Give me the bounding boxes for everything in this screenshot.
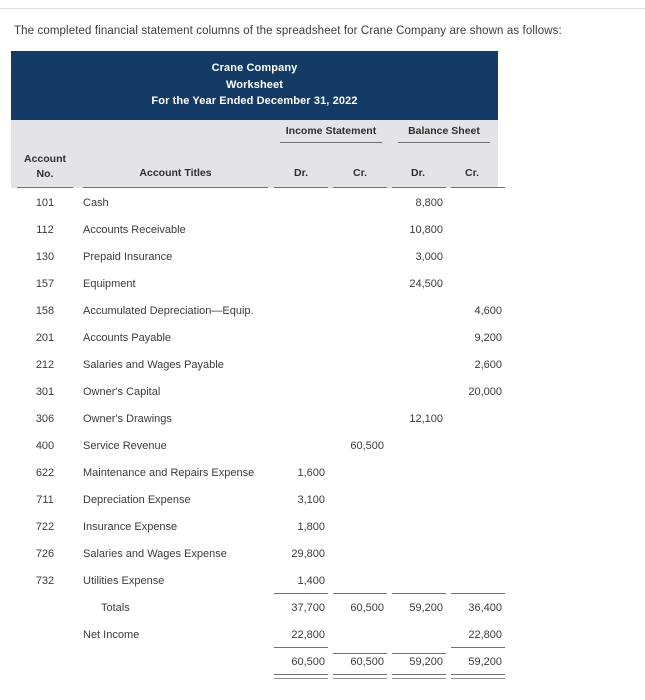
row-is-dr: 1,400 (297, 574, 325, 587)
grand-total-is-dr: 60,500 (291, 655, 325, 668)
row-account-title: Owner's Capital (83, 385, 161, 398)
table-row (11, 542, 498, 569)
column-header-is-dr: Dr. (293, 166, 308, 179)
worksheet-column-header (11, 120, 498, 188)
row-bs-dr: 8,800 (415, 196, 443, 209)
subtotal-rule-is-dr (274, 593, 328, 594)
row-account-no: 130 (35, 250, 55, 263)
row-account-title: Equipment (83, 277, 136, 290)
table-row (11, 461, 498, 488)
grand-total-rule-bs-dr (392, 674, 446, 675)
table-row (11, 569, 498, 596)
totals-row (11, 596, 502, 623)
table-row (11, 488, 498, 515)
group-header-rule (398, 142, 490, 143)
net-income-label: Net Income (83, 628, 140, 641)
worksheet-doc-type: Worksheet (225, 78, 284, 91)
row-account-no: 306 (35, 412, 55, 425)
totals-is-cr: 60,500 (350, 601, 384, 614)
net-income-rule-is-dr (274, 647, 328, 648)
worksheet-company-name: Crane Company (211, 62, 298, 74)
question-prompt: The completed financial statement columns of the spreadsheet for Crane Company are shown as follows: (14, 25, 562, 37)
subtotal-rule-bs-dr (392, 593, 446, 594)
row-account-no: 722 (35, 520, 55, 533)
row-is-cr: 60,500 (350, 439, 384, 452)
grand-total-double-rule-bs-cr (451, 678, 505, 679)
row-account-no: 158 (35, 304, 55, 317)
row-account-title: Insurance Expense (83, 520, 178, 533)
grand-total-rule-bs-cr (451, 674, 505, 675)
row-is-dr: 1,600 (297, 466, 325, 479)
grand-total-double-rule-is-cr (333, 678, 387, 679)
column-header-bs-dr: Dr. (410, 166, 425, 179)
row-account-title: Prepaid Insurance (83, 250, 173, 263)
row-account-no: 301 (35, 385, 55, 398)
table-row (11, 407, 498, 434)
row-bs-cr: 20,000 (468, 385, 502, 398)
worksheet-period: For the Year Ended December 31, 2022 (151, 95, 358, 107)
table-row (11, 326, 502, 353)
grand-totals-row (11, 650, 502, 682)
row-bs-cr: 2,600 (474, 358, 502, 371)
group-header-row (11, 120, 498, 150)
totals-label: Totals (101, 601, 130, 614)
column-header-bs-cr: Cr. (464, 166, 479, 179)
grand-total-bs-cr: 59,200 (468, 655, 502, 668)
row-account-no: 212 (35, 358, 55, 371)
totals-is-dr: 37,700 (291, 601, 325, 614)
row-is-dr: 3,100 (297, 493, 325, 506)
row-account-title: Depreciation Expense (83, 493, 191, 506)
row-account-no: 112 (36, 223, 54, 236)
row-account-no: 400 (35, 439, 55, 452)
group-header-balance-sheet (390, 125, 498, 137)
row-account-title: Service Revenue (83, 439, 167, 452)
row-account-title: Utilities Expense (83, 574, 165, 587)
column-header-account-titles: Account Titles (139, 166, 212, 179)
column-header-account-no-line2: No. (36, 167, 54, 180)
row-account-no: 101 (35, 196, 55, 209)
column-header-is-cr: Cr. (352, 166, 367, 179)
grand-total-rule-is-cr (333, 674, 387, 675)
row-account-title: Accumulated Depreciation—Equip. (83, 304, 254, 317)
row-account-title: Maintenance and Repairs Expense (83, 466, 255, 479)
row-account-title: Cash (83, 196, 109, 209)
table-row (11, 272, 498, 299)
net-income-is-dr: 22,800 (291, 628, 325, 641)
table-row (11, 434, 498, 461)
table-row (11, 515, 498, 542)
row-account-title: Accounts Payable (83, 331, 172, 344)
table-row (11, 353, 502, 380)
subtotal-rule-bs-cr (451, 593, 505, 594)
page-panel (0, 8, 645, 700)
group-header-rule (280, 142, 382, 143)
row-account-no: 622 (35, 466, 55, 479)
row-account-no: 726 (35, 547, 55, 560)
table-row (11, 218, 498, 245)
table-row (11, 245, 498, 272)
row-bs-dr: 3,000 (415, 250, 443, 263)
row-bs-dr: 12,100 (409, 412, 443, 425)
table-row (11, 299, 502, 326)
row-bs-cr: 4,600 (474, 304, 502, 317)
totals-bs-dr: 59,200 (409, 601, 443, 614)
row-account-no: 711 (36, 493, 54, 506)
row-account-no: 157 (35, 277, 55, 290)
column-header-row (11, 150, 498, 188)
column-header-account-no (17, 152, 73, 182)
table-row (11, 380, 502, 407)
net-income-bs-cr: 22,800 (468, 628, 502, 641)
subtotal-rule-is-cr (333, 593, 387, 594)
row-bs-cr: 9,200 (474, 331, 502, 344)
net-income-row (11, 623, 502, 650)
column-header-account-no-line1: Account (24, 152, 66, 165)
grand-total-bs-dr: 59,200 (409, 655, 443, 668)
grand-total-double-rule-is-dr (274, 678, 328, 679)
totals-bs-cr: 36,400 (468, 601, 502, 614)
group-header-balance-sheet-label: Balance Sheet (408, 124, 480, 137)
table-row (11, 191, 498, 218)
row-account-title: Salaries and Wages Payable (83, 358, 224, 371)
grand-total-rule-is-dr (274, 674, 328, 675)
row-bs-dr: 24,500 (409, 277, 443, 290)
row-is-dr: 29,800 (291, 547, 325, 560)
worksheet-title-block (11, 51, 498, 120)
row-is-dr: 1,800 (297, 520, 325, 533)
row-account-title: Owner's Drawings (83, 412, 172, 425)
group-header-income-statement (272, 125, 390, 137)
row-account-no: 201 (35, 331, 55, 344)
row-account-title: Accounts Receivable (83, 223, 186, 236)
net-income-rule-bs-cr (451, 647, 505, 648)
group-header-income-statement-label: Income Statement (285, 124, 377, 137)
grand-total-is-cr: 60,500 (350, 655, 384, 668)
row-account-title: Salaries and Wages Expense (83, 547, 227, 560)
grand-total-double-rule-bs-dr (392, 678, 446, 679)
row-bs-dr: 10,800 (409, 223, 443, 236)
row-account-no: 732 (35, 574, 55, 587)
worksheet-body (11, 188, 502, 682)
worksheet-table (11, 51, 502, 682)
